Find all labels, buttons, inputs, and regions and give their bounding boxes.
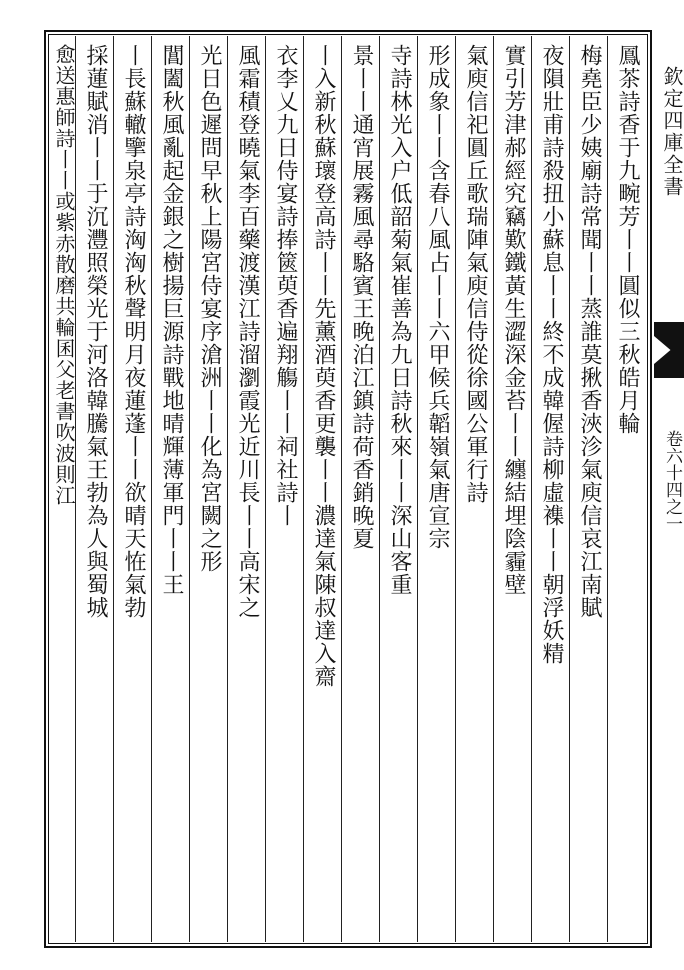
volume-label: 卷六十四之一 bbox=[662, 430, 682, 532]
text-column-16: 愈送惠師詩丨丨或紫赤散磨共輪囷父老書吹波則江 bbox=[52, 44, 76, 506]
text-column-14: 丨長蘇轍擥泉亭詩洶洶秋聲明月夜蓮蓬丨丨欲晴天恠氣勃 bbox=[121, 44, 146, 619]
text-column-10: 衣李乂九日侍宴詩捧篋萸香遍翔觴丨丨祠社詩丨 bbox=[273, 44, 298, 527]
text-column-12: 光日色遲問早秋上陽宮侍宴序滄洲丨丨化為宮闕之形 bbox=[197, 44, 222, 573]
text-column-6: 形成象丨丨含春八風占丨丨六甲候兵韜嶺氣唐宣宗 bbox=[425, 44, 450, 550]
text-column-3: 夜隕壯甫詩殺扭小蘇息丨丨終不成韓偓詩柳虛襍丨丨朝浮妖精 bbox=[539, 44, 564, 665]
text-column-8: 景丨丨通宵展霧風尋駱賓王晚泊江鎮詩荷香銷晚夏 bbox=[349, 44, 374, 550]
center-margin bbox=[652, 30, 684, 948]
text-column-7: 寺詩林光入户低韶菊氣崔善為九日詩秋來丨丨深山客重 bbox=[387, 44, 412, 596]
text-column-15: 採蓮賦消丨丨于沉灃照榮光于河洛韓騰氣王勃為人與蜀城 bbox=[83, 44, 108, 619]
fish-tail-mark bbox=[654, 322, 684, 378]
text-column-9: 丨入新秋蘇瓌登高詩丨丨先薰酒萸香更襲丨丨濃達氣陳叔達入齋 bbox=[311, 44, 336, 688]
text-column-11: 風霜積登曉氣李百藥渡漢江詩溜瀏霞光近川長丨丨高宋之 bbox=[235, 44, 260, 619]
text-column-5: 氣庾信祀圓丘歌瑞陣氣庾信侍從徐國公軍行詩 bbox=[463, 44, 488, 504]
text-column-1: 鳳茶詩香于九畹芳丨丨圓似三秋皓月輪 bbox=[615, 44, 640, 435]
text-column-13: 閶闔秋風亂起金銀之樹揚巨源詩戰地晴輝薄軍門丨丨王 bbox=[159, 44, 184, 596]
text-column-2: 梅堯臣少姨廟詩常聞丨丨蒸誰莫揪香浹沴氣庾信哀江南賦 bbox=[577, 44, 602, 619]
text-column-4: 實引芳津郝經究竊歎鐵黃生澀深金苔丨丨纏結埋陰霾壁 bbox=[501, 44, 526, 596]
book-title: 欽定四庫全書 bbox=[660, 66, 684, 198]
